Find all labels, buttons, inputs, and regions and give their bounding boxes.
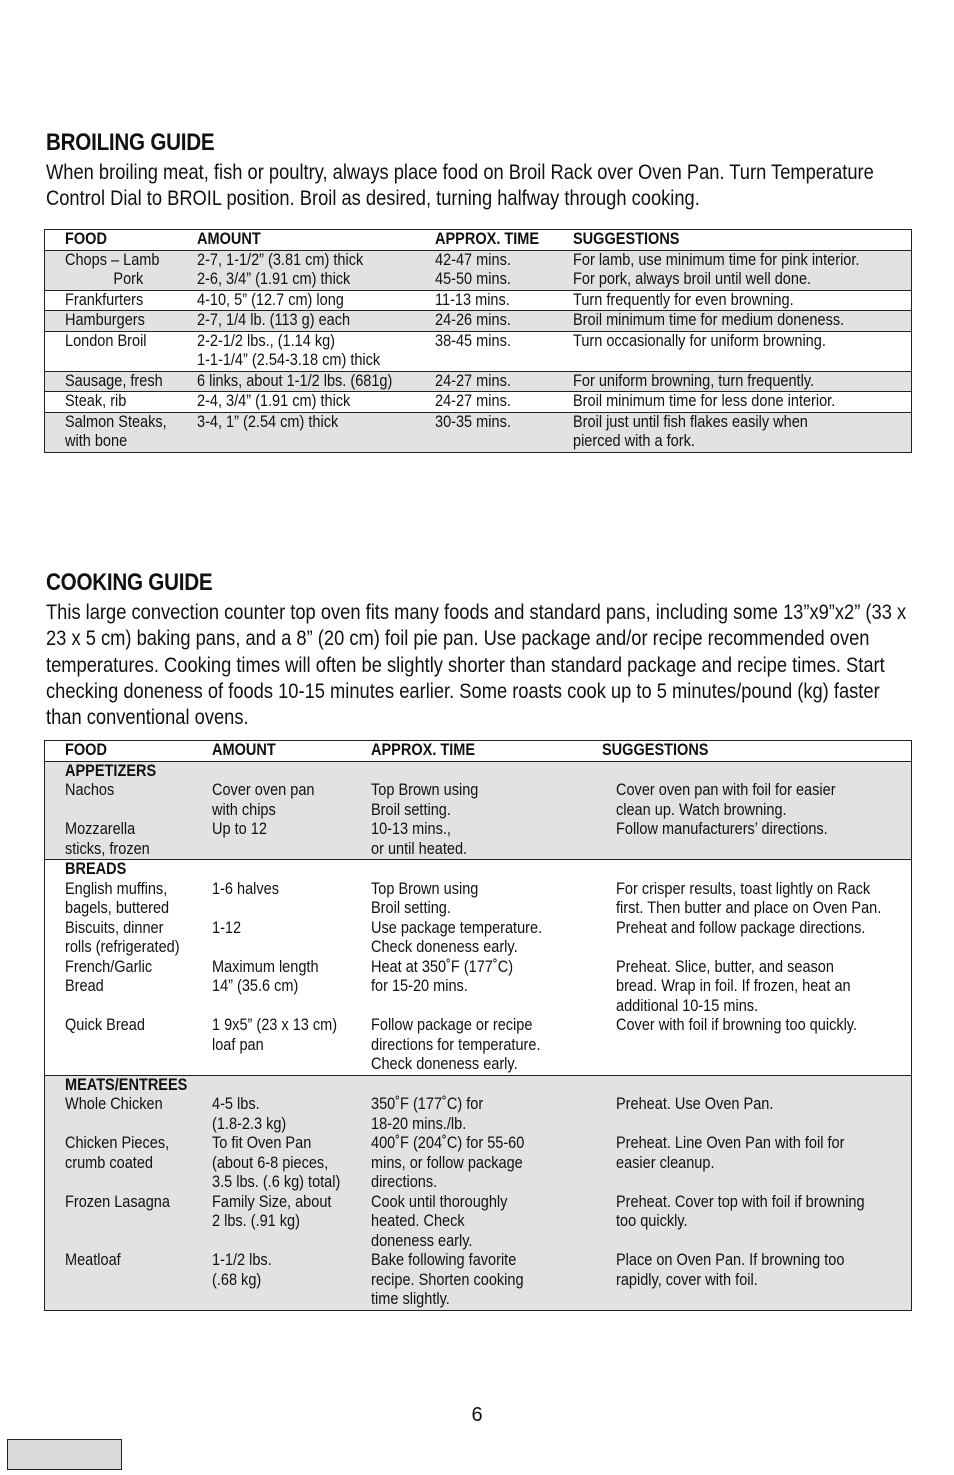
table-row xyxy=(45,880,912,919)
suggestions-cell: Cover oven pan with foil for easier clean up. Watch browning. xyxy=(602,781,912,820)
amount-cell: 1 9x5” (23 x 13 cm) loaf pan xyxy=(211,1016,337,1054)
food-cell: Hamburgers xyxy=(65,311,197,332)
table-row xyxy=(45,1134,912,1193)
suggestions-cell: Cover with foil if browning too quickly. xyxy=(615,1016,857,1034)
food-cell: Mozzarella sticks, frozen xyxy=(65,820,212,860)
food-cell: Chicken Pieces, crumb coated xyxy=(65,1134,212,1193)
suggestions-cell: Follow manufacturers’ directions. xyxy=(602,820,912,860)
broiling-guide-intro: When broiling meat, fish or poultry, always place food on Broil Rack over Oven Pan. Turn Temperature Control Dial to BROIL position. Broil as desired, turning halfway through cooking. xyxy=(46,161,874,211)
page-number: 6 xyxy=(471,1404,483,1426)
broiling-table-header xyxy=(45,230,912,251)
food-cell: Sausage, fresh xyxy=(65,371,197,392)
time-cell: Bake following favorite recipe. Shorten cooking time slightly. xyxy=(371,1251,602,1310)
table-row xyxy=(45,919,912,958)
table-row xyxy=(45,331,912,371)
column-header-food: FOOD xyxy=(64,741,107,759)
time-cell: 42-47 mins. 45-50 mins. xyxy=(435,250,573,290)
section-name: BREADS xyxy=(65,860,912,880)
table-row xyxy=(45,1016,912,1075)
suggestions-cell: Place on Oven Pan. If browning too rapidly, cover with foil. xyxy=(602,1251,912,1310)
suggestions-cell: Preheat. Use Oven Pan. xyxy=(602,1095,912,1134)
table-row xyxy=(45,1193,912,1252)
amount-cell: To fit Oven Pan (about 6-8 pieces, 3.5 lbs. (.6 kg) total) xyxy=(212,1134,371,1193)
amount-cell: Cover oven pan with chips xyxy=(212,781,371,820)
column-header-suggestions: SUGGESTIONS xyxy=(572,230,680,248)
table-row xyxy=(45,290,912,311)
cooking-guide-title: COOKING GUIDE xyxy=(46,569,213,596)
food-cell: Whole Chicken xyxy=(65,1095,212,1134)
food-cell: French/Garlic Bread xyxy=(64,957,152,995)
cooking-table-header xyxy=(45,741,912,762)
amount-cell: 4-5 lbs. (1.8-2.3 kg) xyxy=(212,1095,371,1134)
amount-cell: 1-1/2 lbs. (.68 kg) xyxy=(212,1251,371,1310)
time-cell: Heat at 350˚F (177˚C) for 15-20 mins. xyxy=(370,957,513,995)
suggestions-cell: For uniform browning, turn frequently. xyxy=(573,371,912,392)
time-cell: 24-27 mins. xyxy=(435,371,573,392)
food-cell: Frozen Lasagna xyxy=(65,1193,212,1252)
time-cell: 10-13 mins., or until heated. xyxy=(371,820,602,860)
table-row xyxy=(45,781,912,820)
time-cell: 24-26 mins. xyxy=(435,311,573,332)
amount-cell: 6 links, about 1-1/2 lbs. (681g) xyxy=(197,371,435,392)
column-header-amount: AMOUNT xyxy=(211,741,276,759)
suggestions-cell: Preheat. Slice, butter, and season bread. Wrap in foil. If frozen, heat an additional 10-15 mins. xyxy=(615,957,851,1015)
table-row xyxy=(45,392,912,413)
table-row xyxy=(45,371,912,392)
suggestions-cell: Turn occasionally for uniform browning. xyxy=(573,331,912,371)
time-cell: 30-35 mins. xyxy=(435,412,573,452)
amount-cell: 2-7, 1-1/2” (3.81 cm) thick 2-6, 3/4” (1.91 cm) thick xyxy=(197,250,435,290)
broiling-guide-title: BROILING GUIDE xyxy=(46,129,215,156)
table-row xyxy=(45,250,912,290)
suggestions-cell: Preheat. Line Oven Pan with foil for easier cleanup. xyxy=(602,1134,912,1193)
table-row xyxy=(45,820,912,860)
food-cell: Salmon Steaks, with bone xyxy=(65,412,197,452)
amount-cell: 3-4, 1” (2.54 cm) thick xyxy=(197,412,435,452)
suggestions-cell: Preheat. Cover top with foil if browning too quickly. xyxy=(602,1193,912,1252)
amount-cell: 1-6 halves xyxy=(211,879,279,898)
time-cell: 400˚F (204˚C) for 55-60 mins, or follow package directions. xyxy=(371,1134,602,1193)
column-header-food: FOOD xyxy=(64,230,107,248)
time-cell: Top Brown using Broil setting. xyxy=(371,781,602,820)
section-name: MEATS/ENTREES xyxy=(65,1075,912,1095)
time-cell: 11-13 mins. xyxy=(435,290,573,311)
food-cell: Biscuits, dinner rolls (refrigerated) xyxy=(64,918,180,956)
food-cell: Frankfurters xyxy=(65,290,197,311)
amount-cell: 2-2-1/2 lbs., (1.14 kg) 1-1-1/4” (2.54-3.18 cm) thick xyxy=(197,331,435,371)
amount-cell: Up to 12 xyxy=(212,820,371,860)
time-cell: Follow package or recipe directions for temperature. Check doneness early. xyxy=(370,1016,540,1073)
section-name: APPETIZERS xyxy=(65,761,912,781)
suggestions-cell: Broil minimum time for medium doneness. xyxy=(573,311,912,332)
suggestions-cell: For crisper results, toast lightly on Rack first. Then butter and place on Oven Pan. xyxy=(615,879,881,917)
amount-cell: 4-10, 5” (12.7 cm) long xyxy=(197,290,435,311)
food-cell: Chops – Lamb Pork xyxy=(65,250,197,290)
time-cell: Cook until thoroughly heated. Check doneness early. xyxy=(371,1193,602,1252)
column-header-suggestions: SUGGESTIONS xyxy=(601,741,709,759)
amount-cell: Family Size, about 2 lbs. (.91 kg) xyxy=(212,1193,371,1252)
cooking-guide-intro: This large convection counter top oven fits many foods and standard pans, including some 13”x9”x2” (33 x 23 x 5 cm) baking pans, and a 8” (20 cm) foil pie pan. Use package and/or recipe recommended oven temperatures. Cooking times will often be slightly shorter than standard package and recipe times. Start checking doneness of foods 10-15 minutes earlier. Some roasts cook up to 5 minutes/pound (kg) faster than conventional ovens. xyxy=(46,601,907,730)
section-header-row xyxy=(45,1075,912,1095)
time-cell: Use package temperature. Check doneness early. xyxy=(370,918,542,956)
time-cell: 38-45 mins. xyxy=(435,331,573,371)
food-cell: Steak, rib xyxy=(65,392,197,413)
suggestions-cell: Broil just until fish flakes easily when pierced with a fork. xyxy=(573,412,912,452)
amount-cell: 1-12 xyxy=(211,918,241,937)
amount-cell: Maximum length 14” (35.6 cm) xyxy=(211,957,319,995)
section-header-row xyxy=(45,761,912,781)
amount-cell: 2-7, 1/4 lb. (113 g) each xyxy=(197,311,435,332)
suggestions-cell: Preheat and follow package directions. xyxy=(615,918,865,937)
food-cell: Meatloaf xyxy=(65,1251,212,1310)
section-header-row xyxy=(45,860,912,880)
suggestions-cell: For lamb, use minimum time for pink interior. For pork, always broil until well done. xyxy=(573,250,912,290)
column-header-time: APPROX. TIME xyxy=(434,230,539,248)
table-row xyxy=(45,1095,912,1134)
suggestions-cell: Broil minimum time for less done interior. xyxy=(573,392,912,413)
column-header-time: APPROX. TIME xyxy=(370,741,475,759)
food-cell: Nachos xyxy=(65,781,212,820)
broiling-guide-table xyxy=(44,229,912,453)
food-cell: Quick Bread xyxy=(64,1016,145,1034)
cooking-guide-table xyxy=(44,740,912,1311)
suggestions-cell: Turn frequently for even browning. xyxy=(573,290,912,311)
table-row xyxy=(45,1251,912,1310)
food-cell: London Broil xyxy=(65,331,197,371)
footer-tab-box xyxy=(7,1439,122,1470)
food-cell: English muffins, bagels, buttered xyxy=(64,879,169,917)
table-row xyxy=(45,958,912,1017)
amount-cell: 2-4, 3/4” (1.91 cm) thick xyxy=(197,392,435,413)
column-header-amount: AMOUNT xyxy=(196,230,261,248)
time-cell: 350˚F (177˚C) for 18-20 mins./lb. xyxy=(371,1095,602,1134)
time-cell: 24-27 mins. xyxy=(435,392,573,413)
table-row xyxy=(45,412,912,452)
time-cell: Top Brown using Broil setting. xyxy=(370,879,478,917)
table-row xyxy=(45,311,912,332)
